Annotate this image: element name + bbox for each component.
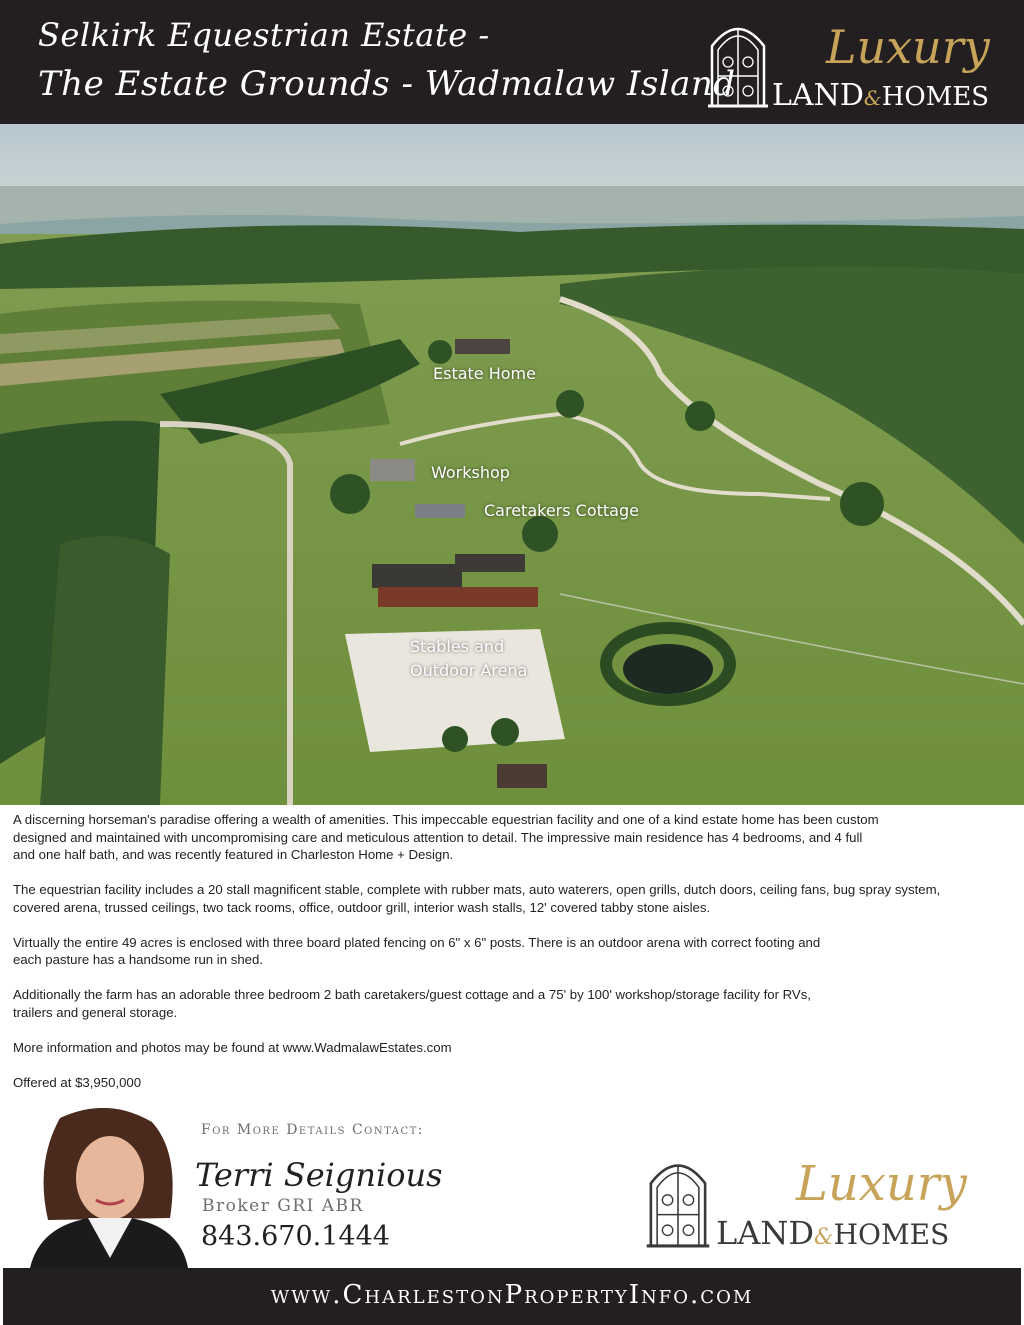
agent-title: Broker GRI ABR [202, 1196, 364, 1216]
tree [442, 726, 468, 752]
logo-land-word: LAND [772, 78, 864, 113]
page-title-line-2: The Estate Grounds - Wadmalaw Island [38, 64, 736, 104]
tree [840, 482, 884, 526]
description-paragraph: Additionally the farm has an adorable three bedroom 2 bath caretakers/guest cottage and a 75' by 100' workshop/storage facility for RVs, trailers and general storage. [13, 987, 811, 1020]
workshop-roof [370, 459, 415, 481]
logo-ampersand: & [814, 1225, 834, 1250]
label-caretakers-cottage: Caretakers Cottage [484, 501, 639, 520]
description-paragraph: Virtually the entire 49 acres is enclosed with three board plated fencing on 6" x 6" posts. There is an outdoor arena with correct footing and each pasture has a handsome run in shed. [13, 934, 821, 967]
gate-icon [708, 16, 768, 108]
logo-homes-word: HOMES [881, 82, 990, 112]
page-title-line-1: Selkirk Equestrian Estate - [38, 16, 490, 54]
agent-phone[interactable]: 843.670.1444 [201, 1221, 390, 1252]
aerial-photo [0, 124, 1024, 805]
more-info-line: More information and photos may be found at www.WadmalawEstates.com [13, 1039, 452, 1055]
label-estate-home: Estate Home [433, 364, 536, 383]
property-description [13, 811, 1008, 1109]
footer-banner [3, 1268, 1021, 1325]
stable-roof-3 [455, 554, 525, 572]
stable-roof-2 [378, 587, 538, 607]
tree [685, 401, 715, 431]
contact-heading: For More Details Contact: [201, 1122, 425, 1138]
price-line: Offered at $3,950,000 [13, 1074, 142, 1090]
logo-land-homes-text [716, 1214, 949, 1252]
logo-ampersand: & [863, 86, 882, 110]
pond [623, 644, 713, 694]
website-link[interactable]: www.CharlestonPropertyInfo.com [270, 1280, 754, 1310]
run-in-shed [497, 764, 547, 788]
description-paragraph: The equestrian facility includes a 20 stall magnificent stable, complete with rubber mats, auto waterers, open grills, dutch doors, ceiling fans, bug spray system, covered arena, trussed ceilings, two tack rooms, office, outdoor grill, interior wash stalls, 12' covered tabby stone aisles. [13, 882, 941, 915]
footer-logo [646, 1150, 1006, 1250]
logo-land-homes-text [772, 78, 989, 113]
header-logo [708, 14, 998, 114]
agent-photo [30, 1108, 188, 1268]
gate-icon [646, 1152, 710, 1248]
logo-land-word: LAND [716, 1214, 815, 1252]
description-paragraph: A discerning horseman's paradise offering a wealth of amenities. This impeccable equestrian facility and one of a kind estate home has been custom designed and maintained with uncompromising care and meticulous attention to detail. The impressive main residence has 4 bedrooms, and 4 full and one half bath, and was recently featured in Charleston Home + Design. [13, 812, 879, 862]
label-stables-arena: Stables and Outdoor Arena [410, 637, 528, 680]
logo-luxury-text: Luxury [826, 20, 990, 74]
orchard-trees [40, 536, 170, 805]
tree [491, 718, 519, 746]
tree [556, 390, 584, 418]
logo-luxury-text: Luxury [796, 1156, 967, 1212]
stable-roof-1 [372, 564, 462, 588]
agent-name: Terri Seignious [195, 1156, 443, 1194]
estate-home-roof [455, 339, 510, 354]
header-banner [0, 0, 1024, 124]
tree [428, 340, 452, 364]
tree [330, 474, 370, 514]
logo-homes-word: HOMES [833, 1218, 950, 1251]
agent-face [76, 1136, 144, 1220]
label-workshop: Workshop [431, 463, 510, 482]
cottage-roof [415, 504, 465, 518]
